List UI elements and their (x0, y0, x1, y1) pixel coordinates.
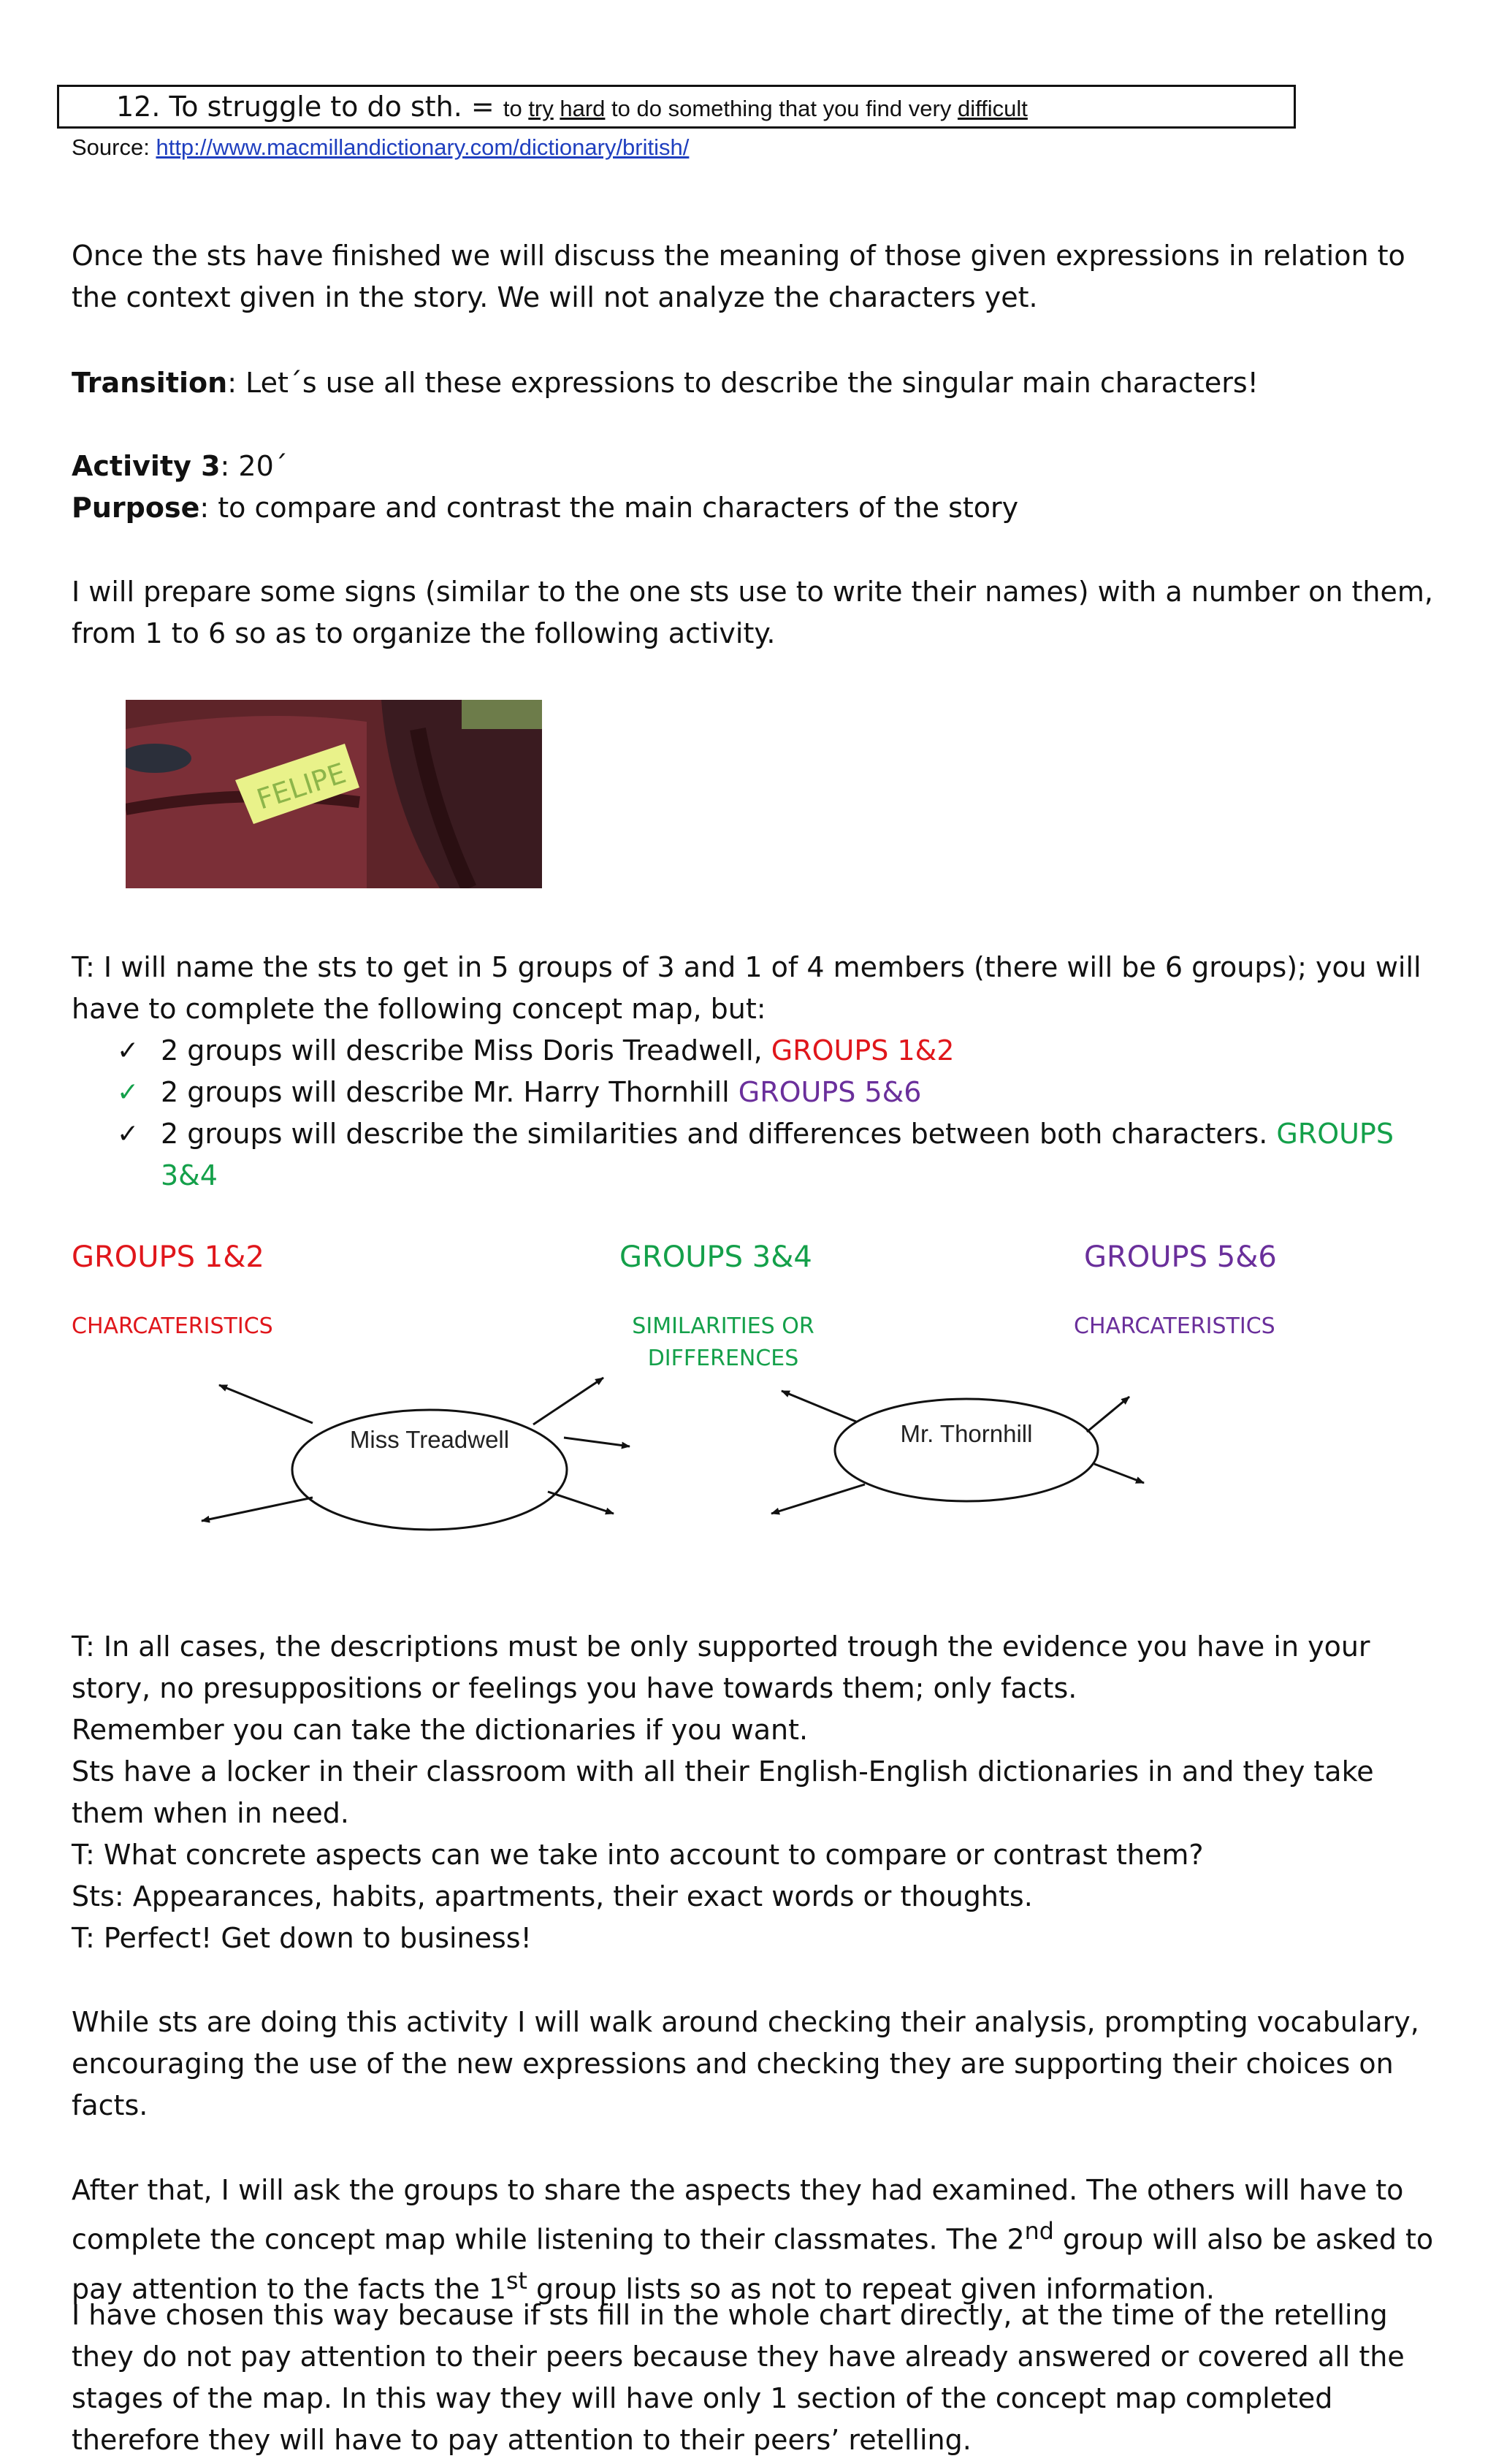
def-try: try (528, 96, 554, 121)
after-sup1: nd (1024, 2219, 1054, 2245)
activity-time: : 20´ (220, 450, 288, 482)
checklist-text: 2 groups will describe the similarities and differences between both characters. (161, 1118, 1277, 1150)
checklist-text: 2 groups will describe Mr. Harry Thornhill (161, 1076, 739, 1108)
activity-label: Activity 3 (72, 450, 221, 482)
arrow-left-upper (219, 1385, 313, 1423)
transition-text: : Let´s use all these expressions to describe the singular main characters! (227, 367, 1259, 399)
source-label: Source: (72, 134, 150, 160)
para-sts: Sts: Appearances, habits, apartments, their exact words or thoughts. (72, 1880, 1033, 1912)
after-pre: After that, I will ask the groups to share the aspects they had examined. The others will have to complete the concept map while listening to their classmates. The 2 (72, 2174, 1404, 2256)
map-heading-g34: GROUPS 3&4 (619, 1240, 812, 1274)
para-t-perfect: T: Perfect! Get down to business! (72, 1922, 532, 1954)
transition-label: Transition (72, 367, 228, 399)
checklist-text: 2 groups will describe Miss Doris Treadwell, (161, 1034, 771, 1067)
check-icon: ✓ (117, 1077, 140, 1107)
para-groups: T: I will name the sts to get in 5 groups of 3 and 1 of 4 members (there will be 6 groups); you will have to complete the following concept map, but: (72, 951, 1421, 1025)
checklist-tag: GROUPS 5&6 (738, 1076, 922, 1108)
checklist-tag: GROUPS 1&2 (771, 1034, 955, 1067)
para-t-aspects: T: What concrete aspects can we take into account to compare or contrast them? (72, 1839, 1204, 1871)
def-mid: to do something that you find very (611, 96, 952, 121)
para-chosen: I have chosen this way because if sts fill in the whole chart directly, at the time of the retelling they do not pay attention to their peers because they have already answered or covered all the stages of the map. In this way they will have only 1 section of the concept map completed therefore they will have to pay attention to their peers’ retelling. (72, 2299, 1405, 2456)
para-while: While sts are doing this activity I will walk around checking their analysis, prompting vocabulary, encouraging the use of the new expressions and checking they are supporting their choices on facts. (72, 2006, 1419, 2121)
oval-label-treadwell: Miss Treadwell (349, 1426, 510, 1453)
arrow-thornhill-lower-right (1094, 1464, 1144, 1483)
after-mid: group will also be asked to pay attention to the facts the 1 (72, 2223, 1434, 2305)
checklist-tag: GROUPS 3&4 (161, 1118, 1394, 1191)
source-link[interactable]: http://www.macmillandictionary.com/dictionary/british/ (156, 134, 690, 160)
arrow-right-lower (548, 1492, 614, 1514)
purpose-label: Purpose (72, 492, 200, 524)
map-sub-g12: CHARCATERISTICS (72, 1313, 273, 1339)
arrow-thornhill-upper-right (1087, 1397, 1129, 1432)
para-remember: Remember you can take the dictionaries if you want. (72, 1714, 809, 1746)
para-signs: I will prepare some signs (similar to the one sts use to write their names) with a number on them, from 1 to 6 so as to organize the following activity. (72, 576, 1433, 649)
def-pre: to (503, 96, 522, 121)
map-heading-g56: GROUPS 5&6 (1084, 1240, 1277, 1274)
para-after (72, 2170, 1445, 2310)
check-icon: ✓ (117, 1119, 140, 1149)
after-sup2: st (506, 2267, 527, 2295)
def-difficult: difficult (957, 96, 1028, 121)
def-hard: hard (560, 96, 606, 121)
map-sub-g34: SIMILARITIES OR DIFFERENCES (632, 1313, 814, 1371)
para-discuss: Once the sts have finished we will discuss the meaning of those given expressions in relation to the context given in the story. We will not analyze the characters yet. (72, 240, 1405, 313)
arrow-right-middle (564, 1438, 630, 1446)
para-t-cases: T: In all cases, the descriptions must be only supported trough the evidence you have in your story, no presuppositions or feelings you have towards them; only facts. (72, 1630, 1370, 1704)
arrow-right-upper (533, 1378, 603, 1424)
purpose-text: : to compare and contrast the main characters of the story (199, 492, 1019, 524)
arrow-thornhill-upper-left (782, 1391, 856, 1422)
map-heading-g12: GROUPS 1&2 (72, 1240, 264, 1274)
check-icon: ✓ (117, 1036, 140, 1066)
name-sign-text: FELIPE (253, 757, 350, 816)
para-locker: Sts have a locker in their classroom with all their English-English dictionaries in and they take them when in need. (72, 1755, 1374, 1829)
vocab-number: 12. (116, 91, 161, 123)
vocab-term: To struggle to do sth. = (169, 91, 495, 123)
map-sub-g56: CHARCATERISTICS (1074, 1313, 1275, 1339)
arrow-thornhill-lower-left (771, 1484, 865, 1514)
oval-label-thornhill: Mr. Thornhill (900, 1420, 1033, 1447)
arrow-left-lower (202, 1498, 313, 1521)
after-post: group lists so as not to repeat given information. (527, 2273, 1215, 2305)
